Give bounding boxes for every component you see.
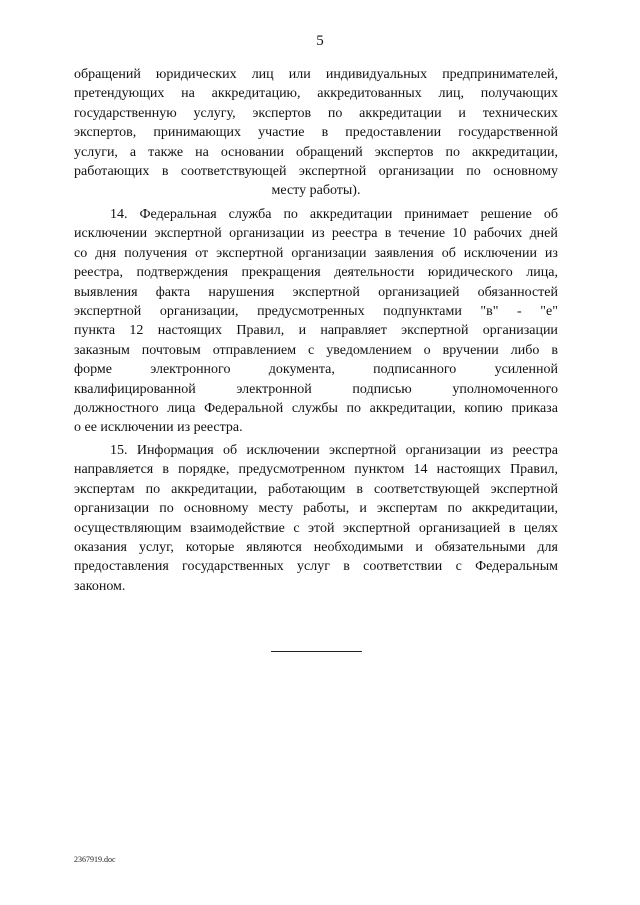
- word: о: [423, 342, 431, 358]
- word: услуги,: [74, 144, 118, 160]
- word: работающих: [74, 163, 150, 179]
- word: являются: [246, 539, 302, 555]
- text-line: [74, 480, 558, 499]
- word: аккредитации,: [369, 400, 456, 416]
- word: копию: [464, 400, 503, 416]
- word: исключении: [463, 245, 537, 261]
- word: осуществляющим: [74, 520, 182, 536]
- word: экспертам: [376, 501, 438, 517]
- word: услуг,: [138, 539, 174, 555]
- word: по: [145, 481, 161, 497]
- page-number: 5: [316, 33, 324, 49]
- word: основному: [183, 501, 249, 517]
- word: 15.: [110, 443, 128, 458]
- word: 14: [413, 462, 428, 478]
- word: юридических: [155, 67, 237, 82]
- word: в: [321, 125, 329, 141]
- word: почтовым: [141, 342, 201, 358]
- text-line: [74, 244, 558, 263]
- word: обращений: [74, 67, 141, 82]
- word: экспертной: [328, 443, 397, 458]
- word: аккредитованных: [317, 86, 422, 102]
- word: государственной: [458, 125, 558, 141]
- word: в: [343, 559, 350, 575]
- word: получения: [124, 245, 188, 261]
- word: пункта: [74, 323, 116, 339]
- word: дня: [95, 245, 117, 261]
- word: в: [161, 163, 169, 179]
- word: участие: [258, 125, 305, 141]
- word: пунктом: [354, 462, 405, 478]
- word: предусмотренных: [257, 303, 365, 319]
- word: целях: [523, 520, 558, 536]
- word: аккредитации,: [171, 481, 258, 497]
- word: нарушения: [208, 284, 275, 300]
- text-line: [74, 263, 558, 282]
- word: необходимыми: [313, 539, 404, 555]
- word: организации: [378, 163, 454, 179]
- word: экспертов,: [74, 125, 137, 141]
- word: служба: [228, 207, 272, 222]
- word: на: [195, 144, 209, 160]
- word: и: [359, 501, 367, 517]
- word: работающим: [268, 481, 346, 497]
- word: экспертной: [154, 226, 222, 242]
- word: течение: [398, 226, 446, 242]
- word: экспертов: [252, 105, 312, 121]
- text-line: о ее исключении из реестра.: [74, 420, 243, 436]
- word: принимающих: [153, 125, 242, 141]
- text-line: [74, 380, 558, 399]
- word: а: [129, 144, 137, 160]
- word: исключении: [74, 226, 148, 242]
- word: экспертной: [292, 284, 360, 300]
- word: основному: [493, 163, 558, 179]
- word: приказа: [511, 400, 558, 416]
- text-line: [74, 321, 558, 340]
- word: обязательными: [434, 539, 526, 555]
- word: принимает: [404, 207, 469, 222]
- word: государственную: [74, 105, 177, 121]
- word: по: [445, 144, 461, 160]
- word: оказания: [74, 539, 127, 555]
- word: организации,: [159, 303, 239, 319]
- word: по: [447, 501, 462, 517]
- word: экспертной: [298, 163, 367, 179]
- word: организации: [482, 323, 558, 339]
- word: в: [356, 481, 364, 497]
- text-line: [74, 143, 558, 162]
- word: 12: [129, 323, 144, 339]
- word: от: [195, 245, 209, 261]
- word: настоящих: [436, 462, 501, 478]
- word: решение: [480, 207, 532, 222]
- word: из: [544, 245, 558, 261]
- word: аккредитации: [359, 105, 442, 121]
- word: либо: [510, 342, 540, 358]
- word: предоставлении: [345, 125, 442, 141]
- word: по: [159, 501, 174, 517]
- word: экспертам: [74, 481, 135, 497]
- word: форме: [74, 362, 112, 378]
- word: и: [415, 539, 423, 555]
- word: организации: [229, 226, 305, 242]
- word: настоящих: [157, 323, 223, 339]
- word: предоставления: [74, 559, 169, 575]
- word: услуг: [297, 559, 330, 575]
- word: заказным: [74, 342, 130, 358]
- text-line: [74, 162, 558, 181]
- word: работы,: [303, 501, 350, 517]
- word: с: [455, 559, 462, 575]
- text-line: [74, 460, 558, 479]
- word: с: [308, 342, 315, 358]
- paragraph-15: [74, 441, 558, 596]
- word: по: [466, 163, 481, 179]
- text-line: [74, 84, 558, 103]
- word: подпунктами: [383, 303, 462, 319]
- text-line: [74, 360, 558, 379]
- text-line: месту работы).: [271, 183, 361, 199]
- text-line: [74, 123, 558, 142]
- text-line: [74, 499, 558, 518]
- word: реестра: [512, 443, 558, 458]
- word: направляет: [320, 323, 387, 339]
- word: из: [311, 226, 325, 242]
- continuation-paragraph: [74, 65, 558, 201]
- word: получающих: [480, 86, 558, 102]
- word: обращений: [295, 144, 363, 160]
- word: в: [384, 226, 392, 242]
- text-line: [74, 441, 558, 460]
- word: Информация: [136, 443, 214, 458]
- word: уполномоченного: [452, 381, 558, 397]
- word: вручении: [442, 342, 499, 358]
- text-line: [74, 519, 558, 538]
- word: претендующих: [74, 86, 165, 102]
- text-line: [74, 104, 558, 123]
- text-line: [74, 205, 558, 224]
- word: по: [283, 207, 298, 222]
- word: основании: [220, 144, 284, 160]
- word: рабочих: [473, 226, 523, 242]
- word: подтверждения: [136, 265, 229, 281]
- word: 14.: [110, 207, 128, 222]
- word: и: [298, 323, 307, 339]
- word: лиц: [251, 67, 274, 82]
- word: индивидуальных: [325, 67, 428, 82]
- word: предусмотренном: [238, 462, 346, 478]
- word: Правил,: [510, 462, 558, 478]
- word: об: [223, 443, 238, 458]
- word: усиленной: [494, 362, 558, 378]
- word: электронного: [150, 362, 231, 378]
- word: аккредитации,: [472, 501, 558, 517]
- word: подписанного: [373, 362, 457, 378]
- word: взаимодействие: [190, 520, 285, 536]
- word: экспертной: [74, 303, 142, 319]
- document-file-id: 2367919.doc: [74, 855, 116, 864]
- word: службы: [291, 400, 338, 416]
- text-line: [74, 65, 558, 84]
- text-line: [74, 302, 558, 321]
- word: в: [508, 520, 516, 536]
- word: услугу,: [193, 105, 236, 121]
- text-line: [74, 557, 558, 576]
- word: по: [346, 400, 362, 416]
- word: организацией: [418, 520, 501, 536]
- text-line: [74, 283, 558, 302]
- word: "в": [480, 303, 499, 319]
- word: соответствии: [363, 559, 443, 575]
- word: в: [551, 342, 558, 358]
- word: прекращения: [241, 265, 321, 281]
- word: квалифицированной: [74, 381, 196, 397]
- word: подписью: [352, 381, 412, 397]
- word: из: [490, 443, 504, 458]
- word: по: [327, 105, 343, 121]
- word: направляется: [74, 462, 154, 478]
- word: месту: [258, 501, 294, 517]
- word: деятельности: [334, 265, 415, 281]
- word: государственных: [182, 559, 284, 575]
- word: или: [288, 67, 311, 82]
- word: лиц,: [438, 86, 464, 102]
- word: дней: [529, 226, 558, 242]
- word: соответствующей: [374, 481, 480, 497]
- word: технических: [482, 105, 558, 121]
- word: аккредитацию,: [211, 86, 301, 102]
- word: организации: [74, 501, 150, 517]
- word: Правил,: [236, 323, 285, 339]
- text-line: [74, 341, 558, 360]
- word: выявления: [74, 284, 138, 300]
- word: экспертной: [401, 323, 469, 339]
- word: которые: [185, 539, 235, 555]
- word: уведомлением: [326, 342, 412, 358]
- word: с: [293, 520, 300, 536]
- paragraph-14: [74, 205, 558, 438]
- word: в: [162, 462, 169, 478]
- text-line: [74, 224, 558, 243]
- word: на: [181, 86, 195, 102]
- word: об: [543, 207, 558, 222]
- word: должностного: [74, 400, 159, 416]
- word: об: [441, 245, 456, 261]
- word: организации: [291, 245, 367, 261]
- word: экспертной: [216, 245, 284, 261]
- word: организации: [405, 443, 481, 458]
- word: реестра,: [74, 265, 123, 281]
- word: аккредитации: [309, 207, 393, 222]
- word: лица,: [526, 265, 558, 281]
- word: аккредитации,: [472, 144, 558, 160]
- word: и: [458, 105, 466, 121]
- word: факта: [155, 284, 191, 300]
- word: Федеральная: [139, 207, 217, 222]
- text-line: законом.: [74, 578, 126, 594]
- end-separator-line: [271, 651, 362, 652]
- word: порядке,: [178, 462, 230, 478]
- word: заявления: [374, 245, 434, 261]
- word: для: [537, 539, 558, 555]
- word: Федеральным: [475, 559, 558, 575]
- word: документа,: [268, 362, 335, 378]
- word: экспертов: [374, 144, 434, 160]
- word: экспертной: [343, 520, 411, 536]
- word: исключении: [246, 443, 320, 458]
- text-line: [74, 538, 558, 557]
- word: реестра: [331, 226, 378, 242]
- word: "е": [540, 303, 558, 319]
- word: организацией: [378, 284, 460, 300]
- word: обязанностей: [477, 284, 558, 300]
- word: со: [74, 245, 88, 261]
- word: электронной: [236, 381, 312, 397]
- word: -: [517, 303, 522, 319]
- word: этой: [308, 520, 335, 536]
- word: Федеральной: [204, 400, 284, 416]
- word: отправлением: [212, 342, 297, 358]
- word: соответствующей: [180, 163, 287, 179]
- word: лица: [167, 400, 196, 416]
- word: юридического: [427, 265, 513, 281]
- word: также: [148, 144, 184, 160]
- word: экспертной: [490, 481, 558, 497]
- word: 10: [452, 226, 467, 242]
- word: предпринимателей,: [442, 67, 558, 82]
- text-line: [74, 399, 558, 418]
